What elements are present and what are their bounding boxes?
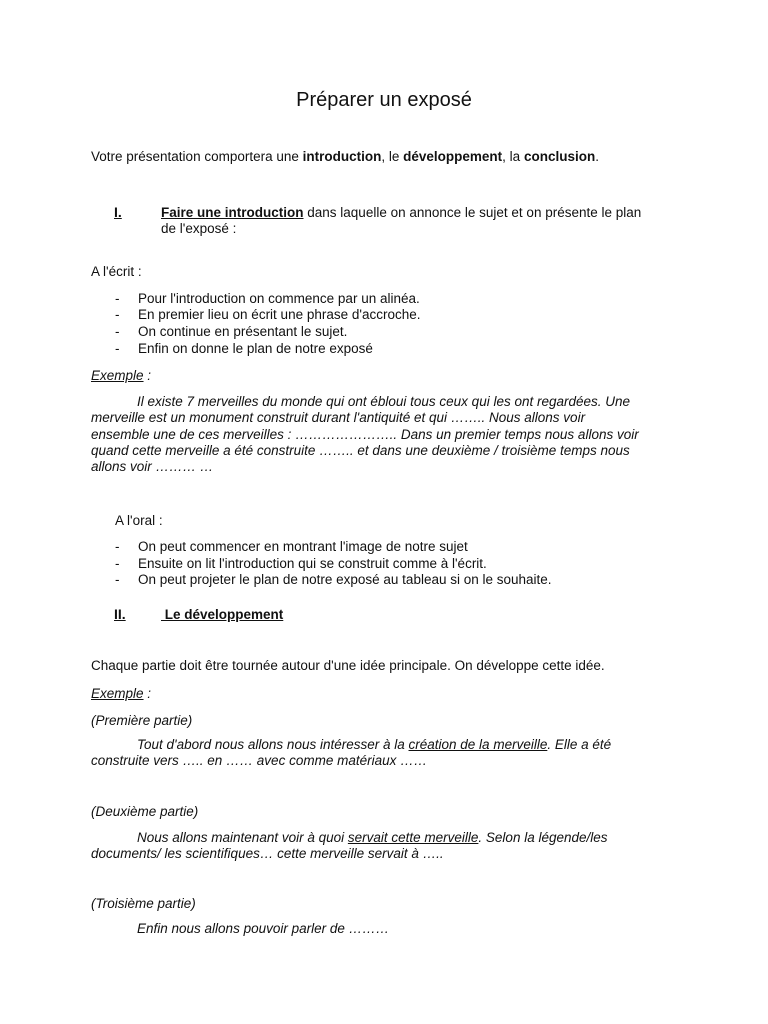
list-item: Enfin on donne le plan de notre exposé bbox=[138, 341, 373, 356]
exemple-colon: : bbox=[143, 686, 152, 701]
part-2-text: Nous allons maintenant voir à quoi bbox=[137, 830, 348, 845]
intro-text: Votre présentation comportera une bbox=[91, 149, 303, 164]
section-1-text-line2: de l'exposé : bbox=[161, 221, 237, 236]
part-2-line1 bbox=[137, 830, 608, 847]
part-2-underlined: servait cette merveille bbox=[347, 830, 479, 845]
exemple-1-label bbox=[91, 368, 671, 385]
intro-keyword-introduction: introduction bbox=[302, 149, 382, 164]
ecrit-label: A l'écrit : bbox=[91, 264, 142, 279]
page-title: Préparer un exposé bbox=[296, 89, 472, 111]
section-2-numeral: II. bbox=[114, 606, 126, 622]
part-2-label: (Deuxième partie) bbox=[91, 804, 199, 819]
part-2-text: . Selon la légende/les bbox=[478, 830, 608, 845]
list-bullet: - bbox=[115, 539, 120, 554]
part-2-line2: documents/ les scientifiques… cette merveille servait à ….. bbox=[91, 846, 444, 861]
exemple-1-line: merveille est un monument construit durant l'antiquité et qui …….. Nous allons voir bbox=[91, 410, 586, 425]
list-item: En premier lieu on écrit une phrase d'accroche. bbox=[138, 307, 421, 322]
intro-keyword-conclusion: conclusion bbox=[523, 149, 596, 164]
oral-label: A l'oral : bbox=[115, 513, 163, 528]
section-1-numeral: I. bbox=[114, 204, 122, 220]
part-1-text: Tout d'abord nous allons nous intéresser à la bbox=[137, 737, 409, 752]
exemple-1-line: allons voir ……… … bbox=[91, 459, 214, 474]
part-1-label: (Première partie) bbox=[91, 713, 193, 728]
intro-separator: , la bbox=[502, 149, 524, 164]
exemple-word: Exemple bbox=[91, 368, 144, 383]
section-1-heading-line bbox=[161, 205, 681, 222]
part-1-line1 bbox=[137, 737, 611, 754]
exemple-1-line: quand cette merveille a été construite …….. et dans une deuxième / troisième temps nous bbox=[91, 443, 630, 458]
exemple-1-line: Il existe 7 merveilles du monde qui ont ébloui tous ceux qui les ont regardées. Une bbox=[137, 394, 631, 409]
list-item: On continue en présentant le sujet. bbox=[138, 324, 348, 339]
list-bullet: - bbox=[115, 556, 120, 571]
list-bullet: - bbox=[115, 341, 120, 356]
list-bullet: - bbox=[115, 572, 120, 587]
section-1-text: dans laquelle on annonce le sujet et on présente le plan bbox=[303, 205, 642, 220]
list-bullet: - bbox=[115, 307, 120, 322]
exemple-word: Exemple bbox=[91, 686, 144, 701]
exemple-colon: : bbox=[143, 368, 152, 383]
intro-keyword-developpement: développement bbox=[403, 149, 503, 164]
intro-separator: , le bbox=[381, 149, 404, 164]
list-item: Ensuite on lit l'introduction qui se construit comme à l'écrit. bbox=[138, 556, 487, 571]
section-1-heading: Faire une introduction bbox=[161, 205, 304, 220]
part-1-line2: construite vers ….. en …… avec comme matériaux …… bbox=[91, 753, 428, 768]
section-2-text: Chaque partie doit être tournée autour d'une idée principale. On développe cette idée. bbox=[91, 658, 605, 673]
part-1-text: . Elle a été bbox=[547, 737, 612, 752]
list-item: On peut projeter le plan de notre exposé au tableau si on le souhaite. bbox=[138, 572, 552, 587]
list-bullet: - bbox=[115, 291, 120, 306]
intro-end: . bbox=[595, 149, 599, 164]
list-item: Pour l'introduction on commence par un alinéa. bbox=[138, 291, 420, 306]
list-bullet: - bbox=[115, 324, 120, 339]
part-1-underlined: création de la merveille bbox=[408, 737, 548, 752]
section-2-heading: Le développement bbox=[161, 607, 284, 622]
part-3-label: (Troisième partie) bbox=[91, 896, 196, 911]
list-item: On peut commencer en montrant l'image de notre sujet bbox=[138, 539, 468, 554]
exemple-2-label bbox=[91, 686, 671, 703]
part-3-line1: Enfin nous allons pouvoir parler de ……… bbox=[137, 921, 390, 936]
intro-sentence bbox=[91, 149, 671, 166]
exemple-1-line: ensemble une de ces merveilles : ………………….. Dans un premier temps nous allons voir bbox=[91, 427, 639, 442]
